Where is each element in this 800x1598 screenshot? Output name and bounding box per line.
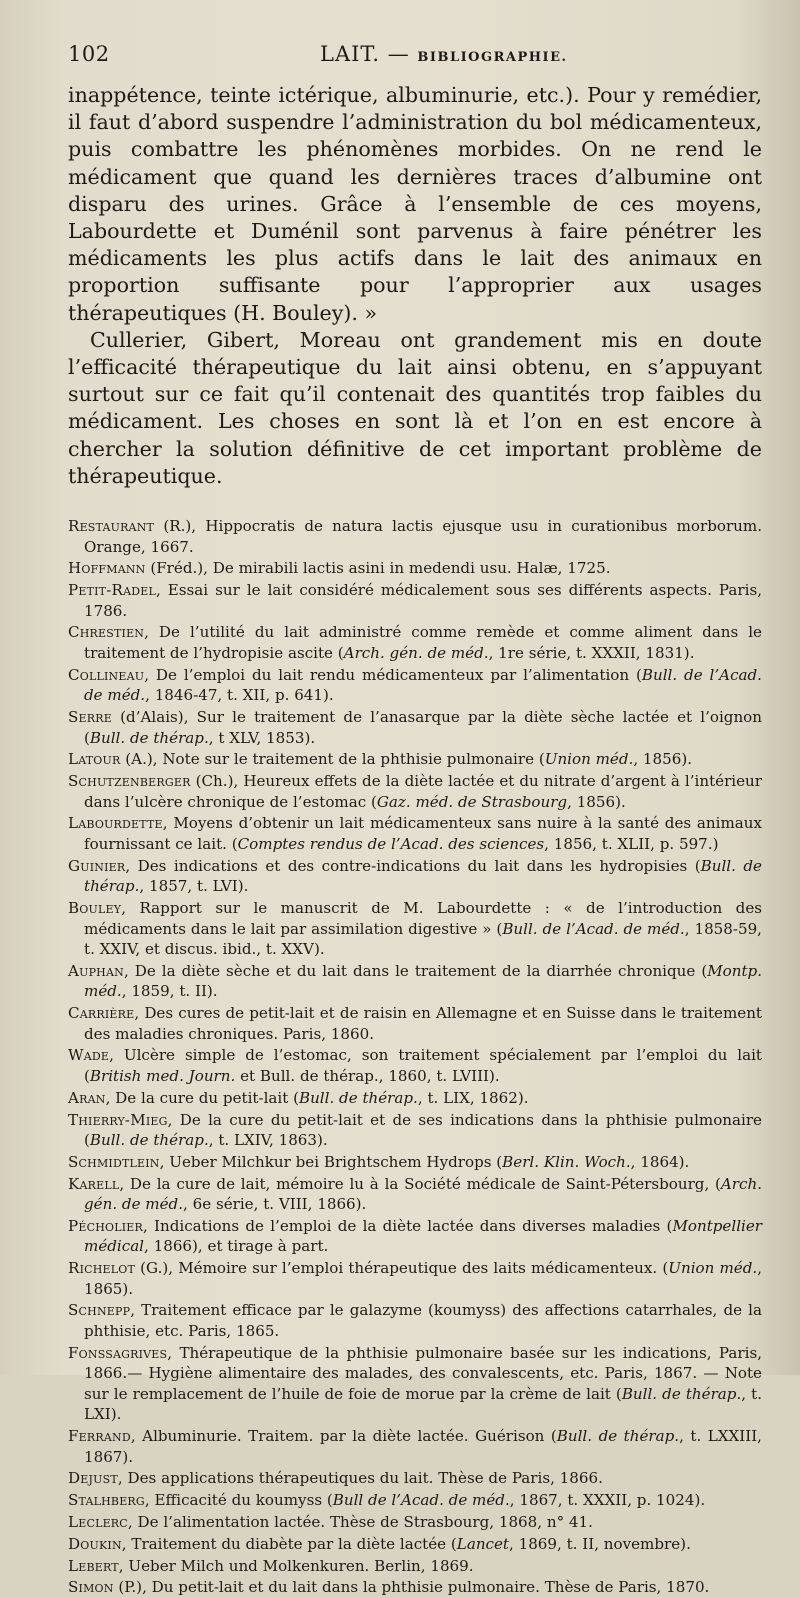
bibliography-entry <box>68 771 762 812</box>
bibliography-author: Guinier <box>68 856 126 875</box>
page-number: 102 <box>68 42 110 66</box>
bibliography-author: Carrière <box>68 1004 135 1023</box>
bibliography-text: (A.), Note sur le traitement de la phthisie pulmonaire ( <box>120 750 545 769</box>
bibliography-entry <box>68 558 762 579</box>
bibliography-author: Hoffmann <box>68 559 146 578</box>
bibliography-text: , Ueber Milchkur bei Brightschem Hydrops ( <box>159 1152 503 1171</box>
bibliography-text: , Efficacité du koumyss ( <box>144 1491 333 1510</box>
bibliography-text: , Essai sur le lait considéré médicalement sous ses différents aspects. Paris, 1786. <box>84 581 762 620</box>
bibliography-author: Ferrand <box>68 1427 131 1446</box>
running-title-sub: BIBLIOGRAPHIE. <box>417 50 568 65</box>
bibliography-text: , Des indications et des contre-indications du lait dans les hydropisies ( <box>125 856 701 875</box>
bibliography-author: Chrestien <box>68 623 145 642</box>
bibliography-author: Labourdette <box>68 814 163 833</box>
bibliography-text: , De l’utilité du lait administré comme remède et comme aliment dans le traitement de l’hydropisie ascite ( <box>84 623 762 662</box>
bibliography-source-title: Bull. de thérap. <box>89 728 209 747</box>
bibliography-text: , Moyens d’obtenir un lait médicamenteux sans nuire à la santé des animaux fournissant ce lait. ( <box>84 814 762 853</box>
bibliography-author: Simon <box>68 1578 114 1597</box>
bibliography-author: Bouley <box>68 899 122 918</box>
bibliography-author: Auphan <box>68 961 124 980</box>
bibliography-author: Latour <box>68 750 121 769</box>
bibliography-source-title: Bull. de l’Acad. de méd. <box>502 919 685 938</box>
bibliography-source-title: Union méd. <box>668 1259 758 1278</box>
bibliography-entry <box>68 1045 762 1086</box>
bibliography-author: Serre <box>68 708 112 727</box>
bibliography-source-title: Lancet <box>456 1534 509 1553</box>
bibliography-text-tail: , t. LIX, 1862). <box>417 1088 529 1107</box>
bibliography-text-tail: , 1866), et tirage à part. <box>144 1237 329 1256</box>
bibliography-entry <box>68 1300 762 1341</box>
bibliography-text: (P.), Du petit-lait et du lait dans la phthisie pulmonaire. Thèse de Paris, 1870. <box>113 1578 710 1597</box>
bibliography-text: , De l’alimentation lactée. Thèse de Strasbourg, 1868, n° 41. <box>127 1512 593 1531</box>
bibliography-source-title: Montpellier médical <box>84 1216 762 1256</box>
bibliography-author: Pécholier <box>68 1216 143 1235</box>
bibliography-author: Collineau <box>68 665 145 684</box>
bibliography-author: Wade <box>68 1046 110 1065</box>
bibliography-text: (R.), Hippocratis de natura lactis ejusque usu in curationibus morborum. Orange, 1667. <box>84 517 762 556</box>
bibliography-source-title: Union méd. <box>544 750 634 769</box>
bibliography-text: , Des cures de petit-lait et de raisin en Allemagne et en Suisse dans le traitement des maladies chroniques. Paris, 1860. <box>84 1004 762 1043</box>
bibliography-author: Leclerc <box>68 1512 128 1531</box>
bibliography-source-title: British med. Journ. <box>89 1066 236 1085</box>
bibliography-text-tail: , t XLV, 1853). <box>208 728 316 747</box>
bibliography-author: Richelot <box>68 1259 136 1278</box>
bibliography-text: , De la cure du petit-lait ( <box>105 1088 299 1107</box>
bibliography-entry <box>68 622 762 663</box>
bibliography-text: , Traitement du diabète par la diète lactée ( <box>121 1534 457 1553</box>
bibliography-text: (Ch.), Heureux effets de la diète lactée et du nitrate d’argent à l’intérieur dans l’ulcère chronique de l’estomac ( <box>84 772 762 811</box>
bibliography-entry <box>68 1088 762 1109</box>
bibliography-author: Dejust <box>68 1469 118 1488</box>
bibliography-source-title: Bull. de l’Acad. de méd. <box>84 665 762 705</box>
bibliography-text-tail: , t. LXXIII, 1867). <box>84 1427 762 1466</box>
bibliography-text-tail: , 1856, t. XLII, p. 597.) <box>544 834 719 853</box>
bibliography-text-tail: , 1846-47, t. XII, p. 641). <box>145 686 334 705</box>
bibliography-author: Restaurant <box>68 517 155 536</box>
bibliography-text: , Ueber Milch und Molkenkuren. Berlin, 1869. <box>118 1556 474 1575</box>
running-title <box>228 42 762 66</box>
bibliography-source-title: Bull. de thérap. <box>298 1088 418 1107</box>
bibliography-entry <box>68 1556 762 1577</box>
bibliography-author: Lebert <box>68 1556 119 1575</box>
paragraph-continued: inappétence, teinte ictérique, albuminurie, etc.). Pour y remédier, il faut d’abord suspendre l’administration du bol médicamenteux, puis combattre les phénomènes morbides. On ne rend le médicament que quand les dernières traces d’albumine ont disparu des urines. Grâce à l’ensemble de ces moyens, Labourdette et Duménil sont parvenus à faire pénétrer les médicaments les plus actifs dans le lait des animaux en proportion suffisante pour l’approprier aux usages thérapeutiques (H. Bouley). » <box>68 83 762 325</box>
bibliography-text: , Ulcère simple de l’estomac, son traitement spécialement par l’emploi du lait ( <box>84 1046 762 1085</box>
bibliography-author: Aran <box>68 1088 106 1107</box>
bibliography-source-title: Bull. de thérap. <box>89 1131 209 1149</box>
bibliography-entry <box>68 665 762 706</box>
bibliography-source-title: Comptes rendus de l’Acad. des sciences <box>237 834 545 853</box>
bibliography-entry <box>68 1534 762 1555</box>
bibliography-list <box>68 516 762 1598</box>
bibliography-entry <box>68 516 762 557</box>
bibliography-text-tail: , 1859, t. II). <box>121 982 218 1001</box>
bibliography-author: Thierry-Mieg <box>68 1110 168 1129</box>
bibliography-entry <box>68 813 762 854</box>
bibliography-entry <box>68 1003 762 1044</box>
bibliography-author: Karell <box>68 1174 120 1193</box>
bibliography-text-tail: , 1856). <box>567 792 626 811</box>
bibliography-text-tail: , 1856). <box>633 750 693 769</box>
bibliography-entry <box>68 1426 762 1467</box>
bibliography-entry <box>68 961 762 1002</box>
bibliography-author: Fonssagrives <box>68 1343 168 1362</box>
bibliography-entry <box>68 1577 762 1598</box>
bibliography-text: , Albuminurie. Traitem. par la diète lactée. Guérison ( <box>130 1427 557 1446</box>
running-head <box>68 42 762 82</box>
bibliography-source-title: Arch. gén. de méd. <box>343 643 489 662</box>
bibliography-entry <box>68 580 762 621</box>
bibliography-text: , Traitement efficace par le galazyme (koumyss) des affections catarrhales, de la phthisie, etc. Paris, 1865. <box>84 1301 762 1340</box>
bibliography-source-title: Bull. de thérap. <box>621 1384 742 1403</box>
bibliography-author: Schmidtlein <box>68 1152 160 1171</box>
bibliography-text: (Fréd.), De mirabili lactis asini in medendi usu. Halæ, 1725. <box>145 559 611 578</box>
bibliography-text-tail: , 1re série, t. XXXII, 1831). <box>488 643 695 662</box>
bibliography-entry <box>68 1343 762 1425</box>
running-title-dash: — <box>387 42 410 66</box>
bibliography-text: , De la diète sèche et du lait dans le traitement de la diarrhée chronique ( <box>123 961 708 980</box>
bibliography-source-title: Bull. de thérap. <box>84 856 762 896</box>
bibliography-text-tail: , 1867, t. XXXII, p. 1024). <box>509 1491 706 1510</box>
bibliography-text-tail: , t. LXIV, 1863). <box>208 1131 328 1149</box>
bibliography-source-title: Berl. Klin. Woch. <box>502 1152 631 1171</box>
bibliography-text-tail: , 1865). <box>84 1259 762 1298</box>
bibliography-entry <box>68 1512 762 1533</box>
bibliography-text-tail: , 1864). <box>630 1152 690 1171</box>
bibliography-text-tail: , 6e série, t. VIII, 1866). <box>183 1195 367 1214</box>
bibliography-author: Schutzenberger <box>68 772 191 791</box>
bibliography-author: Stalhberg <box>68 1491 145 1510</box>
bibliography-text: , De la cure de lait, mémoire lu à la Société médicale de Saint-Pétersbourg, ( <box>119 1174 721 1193</box>
bibliography-entry <box>68 1490 762 1511</box>
bibliography-text: , Indications de l’emploi de la diète lactée dans diverses maladies ( <box>142 1216 673 1235</box>
bibliography-text: (d’Alais), Sur le traitement de l’anasarque par la diète sèche lactée et l’oignon ( <box>84 708 762 747</box>
bibliography-entry <box>68 898 762 960</box>
bibliography-text-tail: , 1869, t. II, novembre). <box>509 1534 691 1553</box>
bibliography-entry <box>68 1468 762 1489</box>
bibliography-entry <box>68 707 762 748</box>
bibliography-entry <box>68 1216 762 1257</box>
running-title-main: LAIT. <box>320 42 381 66</box>
bibliography-author: Doukin <box>68 1534 122 1553</box>
bibliography-author: Petit-Radel <box>68 581 156 600</box>
bibliography-source-title: Bull. de thérap. <box>556 1427 680 1446</box>
body-text <box>68 82 762 490</box>
bibliography-text: (G.), Mémoire sur l’emploi thérapeutique des laits médicamenteux. ( <box>135 1259 669 1278</box>
bibliography-source-title: Bull de l’Acad. de méd. <box>332 1491 510 1510</box>
bibliography-text: , Des applications thérapeutiques du lait. Thèse de Paris, 1866. <box>117 1469 603 1488</box>
bibliography-entry <box>68 1110 762 1151</box>
bibliography-author: Schnepp <box>68 1301 131 1320</box>
bibliography-text: , Thérapeutique de la phthisie pulmonaire basée sur les indications, Paris, 1866.— Hygiène alimentaire des malades, des convalescents, etc. Paris, 1867. — Note sur le remplacement de l’huile de foie de morue par la crème de lait ( <box>84 1343 762 1403</box>
bibliography-text-tail: , t. LXI). <box>84 1384 762 1424</box>
bibliography-source-title: Montp. méd. <box>84 961 762 1001</box>
bibliography-source-title: Gaz. méd. de Strasbourg <box>376 792 568 811</box>
bibliography-entry <box>68 1258 762 1299</box>
bibliography-text-tail: , 1858-59, t. XXIV, et discus. ibid., t. XXV). <box>84 919 762 959</box>
paragraph-cullerier: Cullerier, Gibert, Moreau ont grandement mis en doute l’efficacité thérapeutique du lait ainsi obtenu, en s’appuyant surtout sur ce fait qu’il contenait des quantités trop faibles du médicament. Les choses en sont là et l’on en est encore à chercher la solution définitive de cet important problème de thérapeutique. <box>68 327 762 488</box>
bibliography-entry <box>68 856 762 897</box>
bibliography-text-tail: , 1857, t. LVI). <box>139 877 249 896</box>
bibliography-entry <box>68 1152 762 1173</box>
bibliography-text: , De l’emploi du lait rendu médicamenteux par l’alimentation ( <box>144 665 642 684</box>
bibliography-entry <box>68 749 762 770</box>
bibliography-entry <box>68 1174 762 1215</box>
bibliography-text-tail: et Bull. de thérap., 1860, t. LVIII). <box>235 1066 500 1085</box>
bibliography-source-title: Arch. gén. de méd. <box>84 1174 762 1214</box>
bibliography-text: , Rapport sur le manuscrit de M. Labourdette : « de l’introduction des médicaments dans le lait par assimilation digestive » ( <box>84 899 762 938</box>
bibliography-text: , De la cure du petit-lait et de ses indications dans la phthisie pulmonaire ( <box>84 1110 762 1149</box>
